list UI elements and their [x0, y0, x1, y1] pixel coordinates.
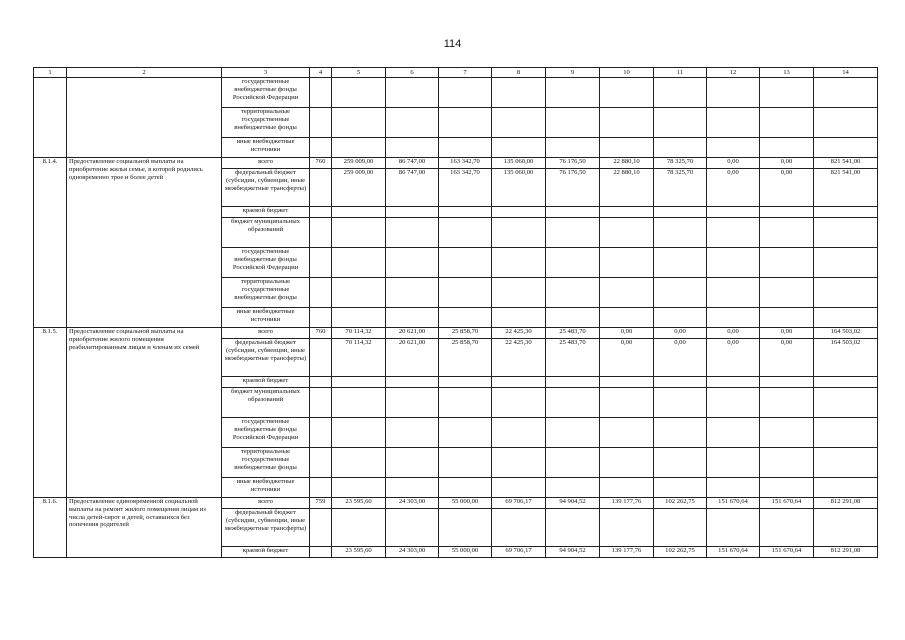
value-cell: [332, 478, 386, 498]
funding-source: бюджет муниципальных образований: [222, 218, 310, 248]
value-cell: 20 621,00: [386, 328, 439, 339]
value-cell: [546, 308, 600, 328]
value-cell: 0,00: [707, 158, 760, 169]
value-cell: [600, 248, 654, 278]
value-cell: 86 747,00: [386, 158, 439, 169]
funding-source: иные внебюджетные источники: [222, 308, 310, 328]
funding-source: всего: [222, 498, 310, 509]
value-cell: 812 291,08: [814, 547, 878, 558]
value-cell: 20 621,00: [386, 339, 439, 377]
value-cell: [439, 138, 492, 158]
value-cell: [386, 448, 439, 478]
table-row: [34, 328, 878, 339]
table-row: [34, 498, 878, 509]
value-cell: [707, 388, 760, 418]
row-index: 8.1.6.: [34, 498, 67, 558]
value-cell: [814, 509, 878, 547]
value-cell: [600, 78, 654, 108]
value-cell: [654, 248, 707, 278]
value-cell: [386, 388, 439, 418]
value-cell: [707, 478, 760, 498]
value-cell: [707, 308, 760, 328]
value-cell: [546, 138, 600, 158]
value-cell: [332, 448, 386, 478]
column-header: 2: [67, 68, 222, 78]
value-cell: [546, 278, 600, 308]
value-cell: 23 595,60: [332, 547, 386, 558]
row-code: [310, 308, 332, 328]
value-cell: [439, 207, 492, 218]
value-cell: [546, 448, 600, 478]
row-code: 759: [310, 498, 332, 509]
column-header: 5: [332, 68, 386, 78]
row-code: [310, 448, 332, 478]
value-cell: [439, 509, 492, 547]
row-name: Предоставление единовременной социальной выплаты на ремонт жилого помещения лицам из числа детей-сирот и детей, оставшихся без попечения родителей: [67, 498, 222, 558]
value-cell: 102 262,75: [654, 547, 707, 558]
value-cell: [707, 248, 760, 278]
funding-source: всего: [222, 328, 310, 339]
value-cell: [600, 138, 654, 158]
value-cell: [332, 377, 386, 388]
row-code: [310, 509, 332, 547]
value-cell: 25 483,70: [546, 328, 600, 339]
value-cell: [600, 509, 654, 547]
row-code: [310, 248, 332, 278]
column-header: 6: [386, 68, 439, 78]
value-cell: 164 503,02: [814, 339, 878, 377]
value-cell: 94 904,52: [546, 498, 600, 509]
value-cell: 139 177,76: [600, 547, 654, 558]
funding-source: государственные внебюджетные фонды Российской Федерации: [222, 78, 310, 108]
value-cell: [492, 478, 546, 498]
row-code: [310, 218, 332, 248]
value-cell: [492, 448, 546, 478]
value-cell: [654, 138, 707, 158]
row-code: [310, 547, 332, 558]
row-name: Предоставление социальной выплаты на приобретение жилого помещения реабилитированным лицам и членам их семей: [67, 328, 222, 498]
value-cell: [814, 218, 878, 248]
value-cell: [439, 308, 492, 328]
funding-source: государственные внебюджетные фонды Российской Федерации: [222, 248, 310, 278]
value-cell: [332, 418, 386, 448]
funding-source: бюджет муниципальных образований: [222, 388, 310, 418]
value-cell: [332, 78, 386, 108]
value-cell: 24 303,00: [386, 547, 439, 558]
funding-source: государственные внебюджетные фонды Российской Федерации: [222, 418, 310, 448]
value-cell: [332, 248, 386, 278]
value-cell: [654, 207, 707, 218]
row-name: Предоставление социальной выплаты на приобретение жилья семье, в которой родились одновременно трое и более детей: [67, 158, 222, 328]
value-cell: 86 747,00: [386, 169, 439, 207]
value-cell: [814, 308, 878, 328]
value-cell: [760, 207, 814, 218]
value-cell: 0,00: [760, 328, 814, 339]
value-cell: [600, 388, 654, 418]
row-code: [310, 418, 332, 448]
row-code: 760: [310, 328, 332, 339]
value-cell: 78 325,70: [654, 158, 707, 169]
value-cell: [492, 78, 546, 108]
value-cell: 0,00: [654, 328, 707, 339]
column-header: 1: [34, 68, 67, 78]
table-row: [34, 158, 878, 169]
value-cell: [814, 138, 878, 158]
value-cell: 821 541,00: [814, 169, 878, 207]
value-cell: [707, 138, 760, 158]
value-cell: [546, 108, 600, 138]
column-header: 13: [760, 68, 814, 78]
value-cell: [654, 218, 707, 248]
value-cell: [814, 278, 878, 308]
value-cell: 69 706,17: [492, 547, 546, 558]
value-cell: 25 858,70: [439, 339, 492, 377]
value-cell: [386, 248, 439, 278]
value-cell: 94 904,52: [546, 547, 600, 558]
value-cell: [439, 478, 492, 498]
value-cell: [439, 218, 492, 248]
value-cell: [492, 138, 546, 158]
funding-source: территориальные государственные внебюджетные фонды: [222, 448, 310, 478]
funding-source: федеральный бюджет (субсидии, субвенции, иные межбюджетные трансферты): [222, 339, 310, 377]
value-cell: [760, 278, 814, 308]
value-cell: [439, 377, 492, 388]
value-cell: [707, 78, 760, 108]
value-cell: [654, 377, 707, 388]
value-cell: [546, 388, 600, 418]
column-header: 4: [310, 68, 332, 78]
value-cell: [439, 388, 492, 418]
value-cell: [814, 248, 878, 278]
value-cell: [760, 308, 814, 328]
row-code: 760: [310, 158, 332, 169]
value-cell: [546, 377, 600, 388]
value-cell: [814, 108, 878, 138]
value-cell: [654, 478, 707, 498]
value-cell: 0,00: [707, 339, 760, 377]
value-cell: [600, 478, 654, 498]
value-cell: 78 325,70: [654, 169, 707, 207]
value-cell: [707, 108, 760, 138]
funding-source: всего: [222, 158, 310, 169]
funding-source: иные внебюджетные источники: [222, 138, 310, 158]
value-cell: [386, 418, 439, 448]
value-cell: 22 425,30: [492, 339, 546, 377]
value-cell: 135 060,00: [492, 158, 546, 169]
value-cell: [332, 509, 386, 547]
value-cell: 139 177,76: [600, 498, 654, 509]
value-cell: 151 670,64: [707, 547, 760, 558]
value-cell: [546, 78, 600, 108]
table-row: [34, 78, 878, 108]
value-cell: [760, 377, 814, 388]
funding-source: краевой бюджет: [222, 377, 310, 388]
value-cell: 812 291,08: [814, 498, 878, 509]
row-index: 8.1.4.: [34, 158, 67, 328]
value-cell: [332, 388, 386, 418]
value-cell: [814, 388, 878, 418]
value-cell: 135 060,00: [492, 169, 546, 207]
row-code: [310, 478, 332, 498]
value-cell: [707, 418, 760, 448]
value-cell: [814, 377, 878, 388]
value-cell: 25 858,70: [439, 328, 492, 339]
column-header: 9: [546, 68, 600, 78]
value-cell: [600, 207, 654, 218]
value-cell: 0,00: [707, 169, 760, 207]
value-cell: [492, 278, 546, 308]
value-cell: [439, 78, 492, 108]
row-code: [310, 339, 332, 377]
value-cell: 259 009,00: [332, 169, 386, 207]
value-cell: 55 000,00: [439, 547, 492, 558]
value-cell: [332, 207, 386, 218]
value-cell: [760, 138, 814, 158]
value-cell: [600, 218, 654, 248]
value-cell: [439, 248, 492, 278]
value-cell: [814, 207, 878, 218]
row-index: [34, 78, 67, 158]
row-code: [310, 78, 332, 108]
funding-source: федеральный бюджет (субсидии, субвенции, иные межбюджетные трансферты): [222, 509, 310, 547]
column-header: 12: [707, 68, 760, 78]
funding-source: федеральный бюджет (субсидии, субвенции, иные межбюджетные трансферты): [222, 169, 310, 207]
value-cell: 0,00: [707, 328, 760, 339]
value-cell: 22 880,10: [600, 169, 654, 207]
value-cell: [814, 478, 878, 498]
value-cell: [492, 108, 546, 138]
value-cell: [707, 509, 760, 547]
value-cell: [386, 78, 439, 108]
value-cell: [546, 478, 600, 498]
value-cell: [760, 418, 814, 448]
value-cell: [546, 418, 600, 448]
value-cell: [600, 278, 654, 308]
value-cell: 0,00: [760, 158, 814, 169]
value-cell: [654, 448, 707, 478]
value-cell: [600, 418, 654, 448]
column-header: 7: [439, 68, 492, 78]
value-cell: [386, 377, 439, 388]
value-cell: [492, 218, 546, 248]
value-cell: [386, 138, 439, 158]
value-cell: 25 483,70: [546, 339, 600, 377]
value-cell: 0,00: [654, 339, 707, 377]
page-number: 114: [443, 38, 462, 50]
value-cell: [332, 108, 386, 138]
value-cell: [600, 448, 654, 478]
row-name: [67, 78, 222, 158]
value-cell: [654, 78, 707, 108]
funding-source: иные внебюджетные источники: [222, 478, 310, 498]
value-cell: [707, 278, 760, 308]
value-cell: [546, 218, 600, 248]
funding-source: территориальные государственные внебюджетные фонды: [222, 278, 310, 308]
value-cell: [707, 218, 760, 248]
value-cell: [760, 448, 814, 478]
row-index: 8.1.5.: [34, 328, 67, 498]
value-cell: [760, 509, 814, 547]
value-cell: 76 176,50: [546, 158, 600, 169]
value-cell: 23 595,60: [332, 498, 386, 509]
value-cell: [760, 108, 814, 138]
value-cell: [760, 78, 814, 108]
value-cell: 0,00: [600, 339, 654, 377]
value-cell: 55 000,00: [439, 498, 492, 509]
value-cell: 0,00: [600, 328, 654, 339]
column-header: 14: [814, 68, 878, 78]
value-cell: 102 262,75: [654, 498, 707, 509]
value-cell: [546, 509, 600, 547]
funding-source: краевой бюджет: [222, 207, 310, 218]
value-cell: [760, 248, 814, 278]
value-cell: [386, 218, 439, 248]
value-cell: [492, 377, 546, 388]
value-cell: [600, 108, 654, 138]
value-cell: 151 670,64: [760, 498, 814, 509]
value-cell: [332, 308, 386, 328]
value-cell: 22 880,10: [600, 158, 654, 169]
value-cell: 22 425,30: [492, 328, 546, 339]
value-cell: 0,00: [760, 339, 814, 377]
value-cell: 163 342,70: [439, 158, 492, 169]
value-cell: [386, 308, 439, 328]
column-header: 8: [492, 68, 546, 78]
value-cell: [600, 308, 654, 328]
value-cell: [814, 418, 878, 448]
header-row: [34, 68, 878, 78]
value-cell: 0,00: [760, 169, 814, 207]
column-header: 3: [222, 68, 310, 78]
value-cell: [546, 248, 600, 278]
row-code: [310, 207, 332, 218]
row-code: [310, 138, 332, 158]
value-cell: [760, 478, 814, 498]
value-cell: 164 503,02: [814, 328, 878, 339]
value-cell: 151 670,64: [707, 498, 760, 509]
row-code: [310, 377, 332, 388]
value-cell: [760, 388, 814, 418]
value-cell: [600, 377, 654, 388]
value-cell: [654, 108, 707, 138]
value-cell: [814, 78, 878, 108]
value-cell: [546, 207, 600, 218]
value-cell: 259 009,00: [332, 158, 386, 169]
value-cell: [386, 108, 439, 138]
row-code: [310, 388, 332, 418]
row-code: [310, 278, 332, 308]
column-header: 10: [600, 68, 654, 78]
row-code: [310, 108, 332, 138]
value-cell: [654, 388, 707, 418]
value-cell: [386, 207, 439, 218]
funding-source: территориальные государственные внебюджетные фонды: [222, 108, 310, 138]
value-cell: [439, 448, 492, 478]
value-cell: 69 706,17: [492, 498, 546, 509]
value-cell: [439, 418, 492, 448]
value-cell: [492, 248, 546, 278]
value-cell: [654, 418, 707, 448]
budget-table: [33, 67, 878, 558]
value-cell: [332, 218, 386, 248]
value-cell: [492, 418, 546, 448]
value-cell: 151 670,64: [760, 547, 814, 558]
value-cell: [814, 448, 878, 478]
value-cell: 70 114,32: [332, 339, 386, 377]
value-cell: [332, 138, 386, 158]
value-cell: [492, 207, 546, 218]
value-cell: [492, 509, 546, 547]
value-cell: [386, 509, 439, 547]
value-cell: 24 303,00: [386, 498, 439, 509]
value-cell: [332, 278, 386, 308]
value-cell: [760, 218, 814, 248]
value-cell: [439, 108, 492, 138]
value-cell: [707, 377, 760, 388]
value-cell: [386, 278, 439, 308]
value-cell: 76 176,50: [546, 169, 600, 207]
value-cell: [654, 278, 707, 308]
funding-source: краевой бюджет: [222, 547, 310, 558]
value-cell: [707, 207, 760, 218]
value-cell: [654, 308, 707, 328]
value-cell: [492, 388, 546, 418]
value-cell: [492, 308, 546, 328]
column-header: 11: [654, 68, 707, 78]
value-cell: [439, 278, 492, 308]
value-cell: [386, 478, 439, 498]
row-code: [310, 169, 332, 207]
value-cell: 163 342,70: [439, 169, 492, 207]
value-cell: 821 541,00: [814, 158, 878, 169]
value-cell: 70 114,32: [332, 328, 386, 339]
value-cell: [707, 448, 760, 478]
value-cell: [654, 509, 707, 547]
